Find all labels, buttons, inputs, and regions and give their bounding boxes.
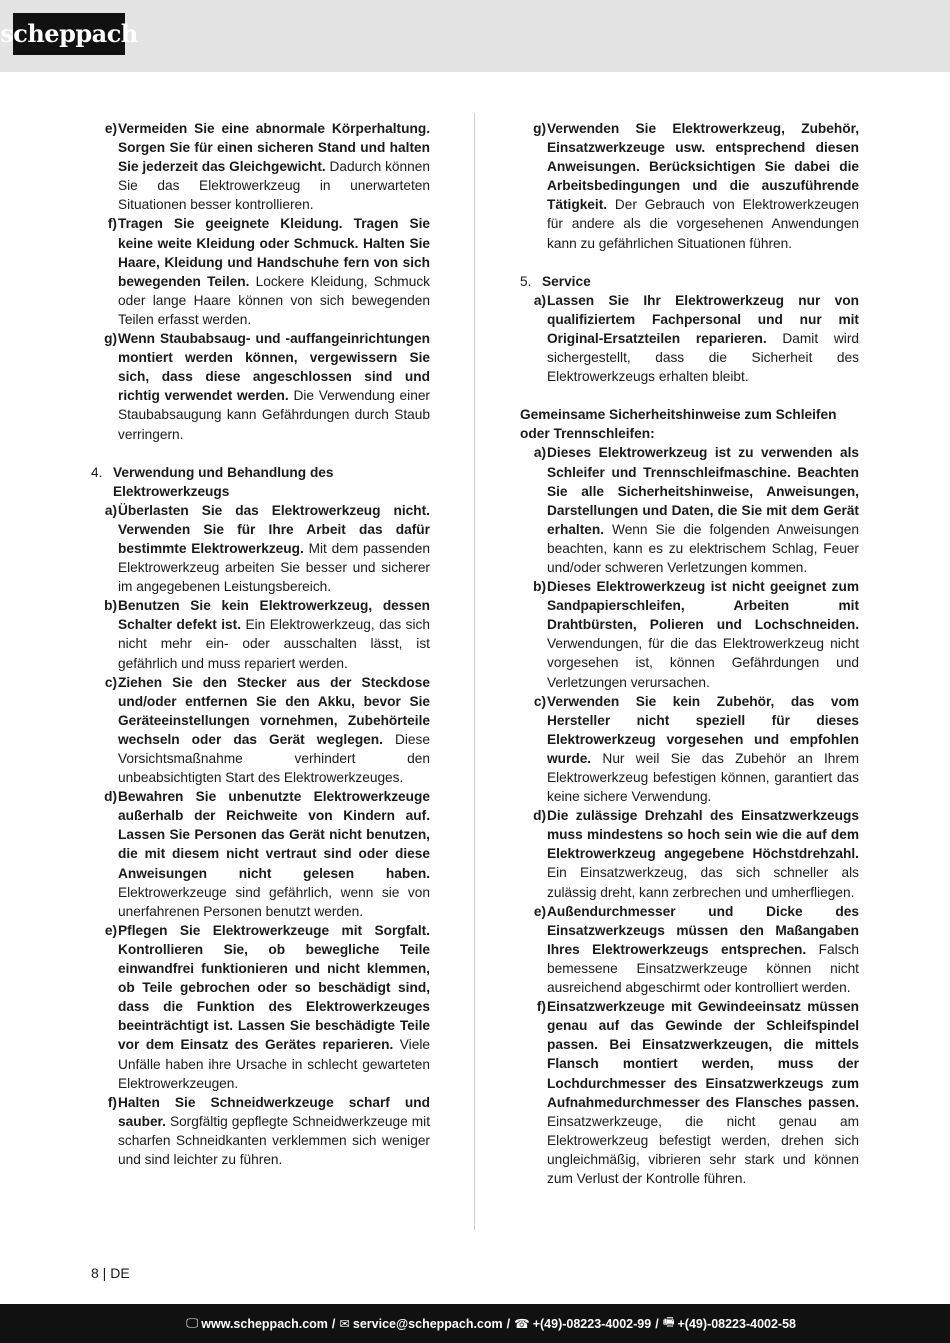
item-text (547, 806, 859, 901)
item-bold-text: Die zulässige Drehzahl des Einsatzwerkzeugs muss mindestens so hoch sein wie die auf dem Elektrowerkzeug angegebene Höchstdrehzahl. (547, 808, 859, 862)
right-item-list (520, 119, 859, 253)
list-item (91, 214, 430, 329)
item-bold-text: Dieses Elektrowerkzeug ist nicht geeignet zum Sandpapierschleifen, Arbeiten mit Drahtbürsten, Polieren und Lochschneiden. (547, 579, 859, 633)
list-item (91, 921, 430, 1093)
list-item (520, 291, 859, 386)
list-item (520, 443, 859, 577)
item-normal-text: Elektrowerkzeuge sind gefährlich, wenn sie von unerfahrenen Personen benutzt werden. (118, 884, 430, 919)
section-number: 4. (91, 464, 103, 480)
item-bold-text: Wenn Staubabsaug- und -auffangeinrichtungen montiert werden können, vergewissern Sie sich, dass diese angeschlossen sind und richtig verwendet werden. (118, 331, 430, 404)
item-normal-text: Verwendungen, für die das Elektrowerkzeug nicht vorgesehen ist, können Gefährdungen und Verletzungen verursachen. (547, 636, 859, 690)
fax-icon: 🖷 (662, 1315, 675, 1329)
phone-icon: ☎ (514, 1317, 530, 1331)
footer-email[interactable]: service@scheppach.com (352, 1316, 503, 1331)
item-label: g) (533, 121, 546, 136)
item-normal-text: Dadurch können Sie das Elektrowerkzeug in unerwarteten Situationen besser kontrollieren. (118, 159, 430, 213)
section-title: Verwendung und Behandlung des Elektrowerkzeugs (113, 464, 334, 499)
section-title: Service (542, 273, 591, 289)
item-bold-text: Halten Sie Schneidwerkzeuge scharf und sauber. (118, 1094, 430, 1129)
item-label: f) (107, 1094, 117, 1110)
item-normal-text: Viele Unfälle haben ihre Ursache in schlecht gewarteten Elektrowerkzeugen. (118, 1037, 430, 1091)
item-bold-text: Verwenden Sie kein Zubehör, das vom Hersteller nicht speziell für dieses Elektrowerkzeug vorgesehen und empfohlen wurde. (547, 693, 859, 766)
item-bold-text: Benutzen Sie kein Elektrowerkzeug, dessen Schalter defekt ist. (118, 598, 430, 633)
item-label: d) (533, 808, 546, 824)
page-number: 8 | DE (91, 1265, 130, 1281)
item-bold-text: Lassen Sie Ihr Elektrowerkzeug nur von qualifiziertem Fachpersonal und nur mit Original-Ersatzteilen reparieren. (547, 292, 859, 346)
left-item-list (91, 119, 430, 444)
item-bold-text: Dieses Elektrowerkzeug ist zu verwenden als Schleifer und Trennschleifmaschine. Beachten Sie alle Sicherheitshinweise, Anweisungen, Darstellungen und Daten, die Sie mit dem Gerät erhalten. (547, 445, 859, 537)
item-bold-text: Außendurchmesser und Dicke des Einsatzwerkzeugs müssen den Maßangaben Ihres Elektrowerkzeugs entsprechen. (547, 903, 859, 957)
right-column (520, 119, 859, 1188)
list-item (91, 1093, 430, 1169)
item-text (118, 119, 430, 214)
item-text (118, 1093, 430, 1169)
mail-icon: ✉ (339, 1317, 350, 1331)
footer-bar (0, 1304, 950, 1343)
item-label: a) (104, 502, 117, 518)
item-label: d) (104, 789, 117, 805)
item-normal-text: Falsch bemessene Einsatzwerkzeuge können nicht ausreichend abgeschirmt oder kontrolliert werden. (547, 941, 859, 996)
item-text (547, 577, 859, 692)
item-normal-text: Damit wird sichergestellt, dass die Sicherheit des Elektrowerkzeugs erhalten bleibt. (547, 330, 859, 385)
item-label: g) (104, 331, 117, 347)
item-text (118, 673, 430, 788)
list-item (520, 806, 859, 901)
item-normal-text: Ein Einsatzwerkzeug, das sich schneller als zulässig dreht, kann zerbrechen und umherfliegen. (547, 865, 859, 900)
computer-icon: 🖵 (186, 1316, 199, 1330)
item-text (118, 501, 430, 596)
section-number: 5. (520, 273, 532, 289)
section-4-heading (91, 463, 430, 501)
item-label: b) (533, 579, 546, 595)
item-text (118, 787, 430, 921)
section-5-items (520, 291, 859, 386)
list-item (520, 577, 859, 692)
item-text (547, 119, 859, 253)
item-bold-text: Vermeiden Sie eine abnormale Körperhaltung. Sorgen Sie für einen sicheren Stand und halten Sie jederzeit das Gleichgewicht. (118, 121, 430, 175)
item-label: f) (536, 999, 546, 1015)
item-label: e) (104, 121, 117, 136)
item-label: c) (533, 693, 546, 709)
item-label: c) (104, 674, 117, 690)
column-divider (474, 113, 475, 1230)
section-5-heading (520, 272, 859, 291)
item-label: b) (104, 598, 117, 614)
item-bold-text: Bewahren Sie unbenutzte Elektrowerkzeuge außerhalb der Reichweite von Kindern auf. Lassen Sie Personen das Gerät nicht benutzen, die mit diesem nicht vertraut sind oder diese Anweisungen nicht gelesen haben. (118, 789, 430, 881)
list-item (91, 673, 430, 788)
list-item (520, 692, 859, 807)
item-label: f) (107, 216, 117, 232)
item-normal-text: Der Gebrauch von Elektrowerkzeugen für andere als die vorgesehenen Anwendungen kann zu gefährlichen Situationen führen. (547, 197, 859, 251)
item-text (118, 596, 430, 672)
item-normal-text: Ein Elektrowerkzeug, das sich nicht mehr ein- oder ausschalten lässt, ist gefährlich und muss repariert werden. (118, 617, 430, 671)
section-4-items (91, 501, 430, 1169)
footer-phone: +(49)-08223-4002-99 (532, 1316, 652, 1331)
list-item (91, 119, 430, 214)
item-text (118, 329, 430, 444)
item-bold-text: Verwenden Sie Elektrowerkzeug, Zubehör, Einsatzwerkzeuge usw. entsprechend diesen Anweisungen. Berücksichtigen Sie dabei die Arbeitsbedingungen und die auszuführende Tätigkeit. (547, 121, 859, 213)
list-item (91, 329, 430, 444)
list-item (91, 596, 430, 672)
list-item (520, 902, 859, 997)
item-text (118, 214, 430, 329)
item-bold-text: Pflegen Sie Elektrowerkzeuge mit Sorgfalt. Kontrollieren Sie, ob bewegliche Teile einwandfrei funktionieren und nicht klemmen, ob Teile gebrochen oder so beschädigt sind, dass die Funktion des Elektrowerkzeuges beeinträchtigt ist. Lassen Sie beschädigte Teile vor dem Einsatz des Gerätes reparieren. (118, 922, 430, 1053)
item-text (547, 291, 859, 386)
item-text (547, 443, 859, 577)
item-normal-text: Einsatzwerkzeuge, die nicht genau am Elektrowerkzeug befestigt werden, drehen sich ungleichmäßig, vibrieren sehr stark und können zum Verlust der Kontrolle führen. (547, 1113, 859, 1186)
item-bold-text: Einsatzwerkzeuge mit Gewindeeinsatz müssen genau auf das Gewinde der Schleifspindel passen. Bei Einsatzwerkzeugen, die mittels Flansch montiert werden, muss der Lochdurchmesser des Einsatzwerkzeugs zum Aufnahmedurchmesser des Flansches passen. (547, 999, 859, 1110)
header-bar (0, 0, 950, 72)
item-label: a) (533, 445, 546, 461)
list-item (520, 997, 859, 1188)
item-label: a) (533, 292, 546, 308)
item-text (118, 921, 430, 1093)
item-normal-text: Nur weil Sie das Zubehör an Ihrem Elektrowerkzeug befestigen können, garantiert das keine sichere Verwendung. (547, 750, 859, 805)
item-bold-text: Überlasten Sie das Elektrowerkzeug nicht. Verwenden Sie für Ihre Arbeit das dafür bestimmte Elektrowerkzeug. (118, 502, 430, 556)
list-item (91, 501, 430, 596)
left-column (91, 119, 430, 1169)
item-text (547, 902, 859, 997)
item-normal-text: Wenn Sie die folgenden Anweisungen beachten, kann es zu elektrischem Schlag, Feuer und/oder schweren Verletzungen kommen. (547, 521, 859, 575)
footer-website[interactable]: www.scheppach.com (201, 1316, 328, 1331)
footer-separator: / (331, 1316, 336, 1331)
item-label: e) (533, 903, 546, 919)
item-label: e) (104, 922, 117, 938)
item-normal-text: Diese Vorsichtsmaßnahme verhindert den unbeabsichtigten Start des Elektrowerkzeuges. (118, 731, 431, 786)
list-item (91, 787, 430, 921)
scheppach-logo: scheppach (13, 13, 125, 55)
item-bold-text: Ziehen Sie den Stecker aus der Steckdose und/oder entfernen Sie den Akku, bevor Sie Geräteeinstellungen vornehmen, Zubehörteile wechseln oder das Gerät weglegen. (118, 674, 430, 747)
item-text (547, 692, 859, 807)
footer-fax: +(49)-08223-4002-58 (677, 1316, 796, 1331)
item-normal-text: Die Verwendung einer Staubabsaugung kann Gefährdungen durch Staub verringern. (118, 388, 430, 442)
grinding-heading: Gemeinsame Sicherheitshinweise zum Schleifen oder Trennschleifen: (520, 407, 837, 442)
footer-separator: / (506, 1316, 511, 1331)
footer-separator: / (655, 1316, 659, 1331)
item-normal-text: Mit dem passenden Elektrowerkzeug arbeiten Sie besser und sicherer im angegebenen Leistungsbereich. (118, 540, 431, 595)
item-normal-text: Sorgfältig gepflegte Schneidwerkzeuge mit scharfen Schneidkanten verklemmen sich weniger und sind leichter zu führen. (118, 1113, 430, 1167)
item-text (547, 997, 859, 1188)
grinding-items (520, 443, 859, 1188)
item-bold-text: Tragen Sie geeignete Kleidung. Tragen Sie keine weite Kleidung oder Schmuck. Halten Sie Haare, Kleidung und Handschuhe fern von sich bewegenden Teilen. (118, 216, 430, 289)
list-item (520, 119, 859, 253)
item-normal-text: Lockere Kleidung, Schmuck oder lange Haare können von sich bewegenden Teilen erfasst werden. (118, 273, 431, 327)
